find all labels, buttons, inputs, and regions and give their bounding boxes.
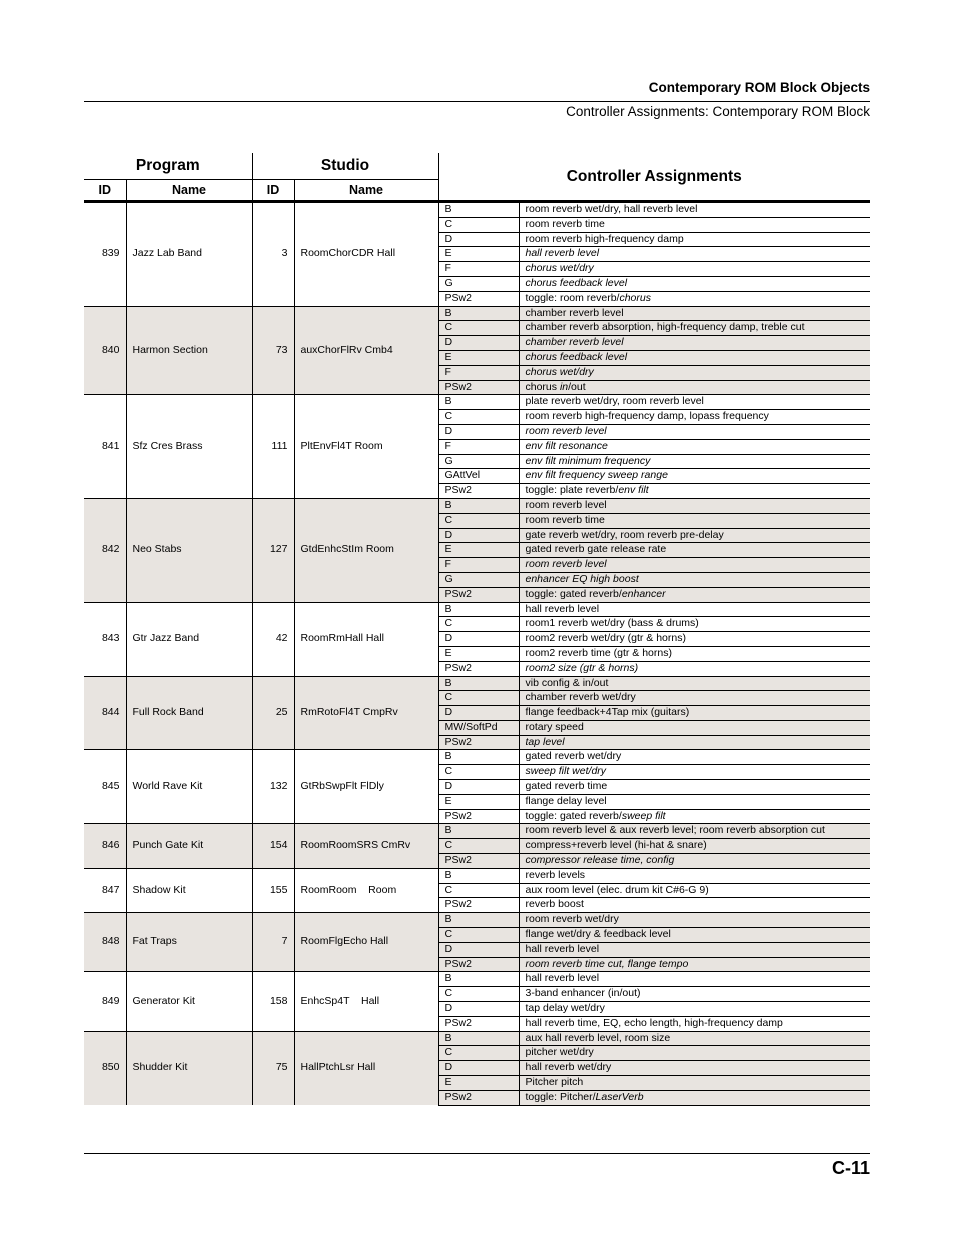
studio-id: 132 (252, 750, 294, 824)
program-id: 840 (84, 306, 126, 395)
controller-name: C (438, 987, 519, 1002)
studio-name: RoomFlgEcho Hall (294, 913, 438, 972)
controller-assignments-header: Controller Assignments (438, 153, 870, 202)
studio-name: auxChorFlRv Cmb4 (294, 306, 438, 395)
table-row (84, 824, 870, 839)
controller-name: F (438, 262, 519, 277)
assignment-description (519, 972, 870, 987)
assignment-description (519, 720, 870, 735)
controller-name: C (438, 617, 519, 632)
assignment-description (519, 706, 870, 721)
assignment-text-segment: in (559, 380, 569, 393)
program-name: Punch Gate Kit (126, 824, 252, 868)
assignment-description (519, 247, 870, 262)
assignment-text-segment: chorus wet/dry (525, 262, 594, 275)
studio-id: 3 (252, 202, 294, 307)
assignment-text-segment: env filt frequency sweep range (525, 469, 668, 482)
assignment-text-segment: room reverb level (525, 498, 607, 511)
assignment-description (519, 987, 870, 1002)
assignment-text-segment: toggle: gated reverb/ (525, 809, 622, 822)
controller-name: D (438, 706, 519, 721)
program-id: 846 (84, 824, 126, 868)
studio-id: 73 (252, 306, 294, 395)
assignment-description (519, 587, 870, 602)
assignment-description (519, 513, 870, 528)
assignment-text-segment: sweep filt wet/dry (525, 765, 607, 778)
studio-header: Studio (252, 153, 438, 180)
studio-name: GtdEnhcStIm Room (294, 498, 438, 602)
controller-name: C (438, 928, 519, 943)
controller-name: B (438, 868, 519, 883)
studio-id: 154 (252, 824, 294, 868)
controller-name: PSw2 (438, 380, 519, 395)
studio-id: 25 (252, 676, 294, 750)
assignment-description (519, 410, 870, 425)
assignment-description (519, 868, 870, 883)
table-row (84, 202, 870, 218)
program-name: Gtr Jazz Band (126, 602, 252, 676)
assignment-text-segment: room reverb time cut, flange tempo (525, 957, 689, 970)
assignment-description (519, 498, 870, 513)
studio-id: 75 (252, 1031, 294, 1105)
studio-name: RoomRoom Room (294, 868, 438, 912)
assignment-text-segment: toggle: Pitcher/ (525, 1090, 596, 1103)
studio-id: 127 (252, 498, 294, 602)
assignment-text-segment: toggle: plate reverb/ (525, 484, 619, 497)
program-name: Harmon Section (126, 306, 252, 395)
controller-name: B (438, 202, 519, 218)
assignment-text-segment: room reverb level (525, 424, 607, 437)
assignment-text-segment: env filt (618, 484, 649, 497)
assignment-description (519, 1076, 870, 1091)
table-row (84, 395, 870, 410)
program-name: Sfz Cres Brass (126, 395, 252, 499)
studio-name: HallPtchLsr Hall (294, 1031, 438, 1105)
table-row (84, 1031, 870, 1046)
program-name: Generator Kit (126, 972, 252, 1031)
controller-name: C (438, 410, 519, 425)
assignment-text-segment: flange feedback+4Tap mix (guitars) (525, 706, 690, 719)
controller-name: PSw2 (438, 1090, 519, 1105)
assignment-description (519, 439, 870, 454)
controller-name: B (438, 824, 519, 839)
assignment-text-segment: reverb boost (525, 898, 584, 911)
assignment-description (519, 883, 870, 898)
assignment-text-segment: hall reverb level (525, 247, 600, 260)
assignment-text-segment: 3-band enhancer (in/out) (525, 987, 641, 1000)
controller-name: PSw2 (438, 661, 519, 676)
controller-name: B (438, 306, 519, 321)
assignment-description (519, 602, 870, 617)
assignment-description (519, 306, 870, 321)
assignment-description (519, 646, 870, 661)
program-name: Shadow Kit (126, 868, 252, 912)
table-row (84, 306, 870, 321)
assignment-text-segment: pitcher wet/dry (525, 1046, 594, 1059)
controller-name: PSw2 (438, 854, 519, 869)
assignment-description (519, 780, 870, 795)
assignment-text-segment: room1 reverb wet/dry (bass & drums) (525, 617, 699, 630)
program-id: 841 (84, 395, 126, 499)
controller-name: G (438, 276, 519, 291)
controller-name: E (438, 1076, 519, 1091)
assignment-description (519, 632, 870, 647)
assignment-description (519, 232, 870, 247)
assignment-text-segment: plate reverb wet/dry, room reverb level (525, 395, 704, 408)
program-id: 849 (84, 972, 126, 1031)
controller-name: D (438, 1061, 519, 1076)
controller-name: B (438, 750, 519, 765)
controller-name: G (438, 572, 519, 587)
program-id: 848 (84, 913, 126, 972)
assignment-text-segment: env filt resonance (525, 439, 608, 452)
program-name: Fat Traps (126, 913, 252, 972)
controller-name: B (438, 602, 519, 617)
program-name: Jazz Lab Band (126, 202, 252, 307)
studio-name: GtRbSwpFlt FlDly (294, 750, 438, 824)
assignment-text-segment: chorus (619, 291, 651, 304)
controller-name: F (438, 439, 519, 454)
assignment-description (519, 380, 870, 395)
assignment-description (519, 484, 870, 499)
controller-name: B (438, 972, 519, 987)
section-title: Contemporary ROM Block Objects (648, 80, 870, 95)
assignment-description (519, 276, 870, 291)
assignment-text-segment: aux room level (elec. drum kit C#6-G 9) (525, 883, 709, 896)
assignment-text-segment: aux hall reverb level, room size (525, 1031, 671, 1044)
program-id: 844 (84, 676, 126, 750)
controller-assignments-table (84, 153, 870, 1106)
assignment-description (519, 1002, 870, 1017)
program-name: World Rave Kit (126, 750, 252, 824)
assignment-text-segment: toggle: room reverb/ (525, 291, 620, 304)
controller-name: C (438, 217, 519, 232)
assignment-text-segment: gated reverb gate release rate (525, 543, 667, 556)
controller-name: B (438, 676, 519, 691)
assignment-description (519, 1046, 870, 1061)
controller-name: C (438, 321, 519, 336)
assignment-description (519, 913, 870, 928)
controller-name: PSw2 (438, 735, 519, 750)
program-id: 843 (84, 602, 126, 676)
assignment-text-segment: gated reverb wet/dry (525, 750, 622, 763)
program-id: 839 (84, 202, 126, 307)
assignment-description (519, 898, 870, 913)
assignment-text-segment: LaserVerb (595, 1090, 644, 1103)
assignment-text-segment: room reverb level (525, 558, 607, 571)
assignment-description (519, 424, 870, 439)
program-id-header: ID (84, 180, 126, 202)
studio-id: 7 (252, 913, 294, 972)
controller-name: PSw2 (438, 484, 519, 499)
controller-name: PSw2 (438, 809, 519, 824)
assignment-description (519, 321, 870, 336)
controller-name: E (438, 646, 519, 661)
controller-name: PSw2 (438, 1016, 519, 1031)
assignment-text-segment: enhancer (621, 587, 666, 600)
assignment-description (519, 395, 870, 410)
assignment-text-segment: room reverb level & aux reverb level; room reverb absorption cut (525, 824, 825, 837)
table-row (84, 676, 870, 691)
table-row (84, 602, 870, 617)
assignment-text-segment: gated reverb time (525, 780, 608, 793)
studio-name: RoomRmHall Hall (294, 602, 438, 676)
assignment-text-segment: enhancer EQ high boost (525, 572, 639, 585)
controller-name: D (438, 632, 519, 647)
studio-id: 158 (252, 972, 294, 1031)
assignment-text-segment: sweep filt (621, 809, 666, 822)
assignment-description (519, 750, 870, 765)
studio-name: RmRotoFl4T CmpRv (294, 676, 438, 750)
assignment-text-segment: chorus wet/dry (525, 365, 594, 378)
page-number: C-11 (831, 1158, 870, 1178)
assignment-description (519, 528, 870, 543)
controller-name: PSw2 (438, 587, 519, 602)
assignment-description (519, 942, 870, 957)
assignment-text-segment: tap delay wet/dry (525, 1002, 605, 1015)
assignment-text-segment: hall reverb wet/dry (525, 1061, 612, 1074)
assignment-description (519, 1061, 870, 1076)
assignment-text-segment: chorus (525, 380, 560, 393)
controller-name: F (438, 365, 519, 380)
controller-name: C (438, 1046, 519, 1061)
controller-name: D (438, 232, 519, 247)
program-id: 845 (84, 750, 126, 824)
program-name: Full Rock Band (126, 676, 252, 750)
program-id: 847 (84, 868, 126, 912)
assignment-text-segment: vib config & in/out (525, 676, 609, 689)
studio-id: 111 (252, 395, 294, 499)
studio-name: PltEnvFl4T Room (294, 395, 438, 499)
assignment-description (519, 854, 870, 869)
assignment-text-segment: chorus feedback level (525, 350, 628, 363)
assignment-text-segment: tap level (525, 735, 565, 748)
assignment-description (519, 839, 870, 854)
assignment-text-segment: compress+reverb level (hi-hat & snare) (525, 839, 707, 852)
controller-name: D (438, 336, 519, 351)
assignment-description (519, 1090, 870, 1105)
assignment-description (519, 676, 870, 691)
section-subtitle: Controller Assignments: Contemporary ROM Block (566, 104, 870, 119)
assignment-text-segment: Pitcher pitch (525, 1076, 584, 1089)
assignment-text-segment: rotary speed (525, 720, 584, 733)
assignment-description (519, 661, 870, 676)
controller-name: E (438, 247, 519, 262)
controller-name: D (438, 528, 519, 543)
assignment-description (519, 794, 870, 809)
header-divider (84, 101, 870, 102)
assignment-description (519, 735, 870, 750)
assignment-description (519, 572, 870, 587)
studio-name: RoomChorCDR Hall (294, 202, 438, 307)
assignment-description (519, 543, 870, 558)
studio-name: RoomRoomSRS CmRv (294, 824, 438, 868)
table-row (84, 498, 870, 513)
assignment-description (519, 928, 870, 943)
table-row (84, 750, 870, 765)
controller-name: G (438, 454, 519, 469)
controller-name: GAttVel (438, 469, 519, 484)
assignment-text-segment: flange wet/dry & feedback level (525, 928, 671, 941)
assignment-description (519, 765, 870, 780)
table-body (84, 202, 870, 1106)
controller-name: D (438, 780, 519, 795)
assignment-text-segment: room2 reverb time (gtr & horns) (525, 646, 672, 659)
assignment-description (519, 558, 870, 573)
controller-name: C (438, 691, 519, 706)
assignment-text-segment: hall reverb level (525, 602, 600, 615)
assignment-description (519, 1016, 870, 1031)
assignment-description (519, 691, 870, 706)
assignment-text-segment: chamber reverb absorption, high-frequency damp, treble cut (525, 321, 805, 334)
assignment-text-segment: compressor release time, config (525, 854, 675, 867)
assignment-text-segment: chamber reverb wet/dry (525, 691, 636, 704)
table-row (84, 972, 870, 987)
controller-name: B (438, 1031, 519, 1046)
controller-name: E (438, 350, 519, 365)
assignment-description (519, 617, 870, 632)
assignment-text-segment: room reverb time (525, 513, 605, 526)
assignment-text-segment: room reverb wet/dry, hall reverb level (525, 203, 698, 215)
assignment-description (519, 809, 870, 824)
assignment-description (519, 469, 870, 484)
assignment-description (519, 1031, 870, 1046)
program-id: 850 (84, 1031, 126, 1105)
controller-name: D (438, 1002, 519, 1017)
studio-name-header: Name (294, 180, 438, 202)
assignment-text-segment: hall reverb level (525, 972, 600, 985)
controller-name: MW/SoftPd (438, 720, 519, 735)
assignment-text-segment: room reverb time (525, 217, 605, 230)
assignment-description (519, 291, 870, 306)
studio-id: 42 (252, 602, 294, 676)
controller-name: C (438, 765, 519, 780)
controller-name: PSw2 (438, 898, 519, 913)
program-id: 842 (84, 498, 126, 602)
assignment-text-segment: room2 size (gtr & horns) (525, 661, 639, 674)
assignment-description (519, 217, 870, 232)
assignment-description (519, 350, 870, 365)
assignment-text-segment: hall reverb time, EQ, echo length, high-frequency damp (525, 1016, 783, 1029)
assignment-description (519, 202, 870, 218)
table-row (84, 913, 870, 928)
assignment-description (519, 262, 870, 277)
assignment-text-segment: flange delay level (525, 794, 607, 807)
assignment-text-segment: chorus feedback level (525, 276, 628, 289)
table-row (84, 868, 870, 883)
controller-name: PSw2 (438, 291, 519, 306)
assignment-description (519, 336, 870, 351)
assignment-text-segment: env filt minimum frequency (525, 454, 651, 467)
assignment-description (519, 454, 870, 469)
assignment-text-segment: room reverb high-frequency damp (525, 232, 684, 245)
program-header: Program (135, 157, 200, 174)
studio-id: 155 (252, 868, 294, 912)
controller-name: C (438, 839, 519, 854)
assignment-text-segment: gate reverb wet/dry, room reverb pre-delay (525, 528, 724, 541)
assignment-text-segment: room2 reverb wet/dry (gtr & horns) (525, 632, 686, 645)
controller-name: D (438, 424, 519, 439)
assignment-text-segment: /out (568, 380, 586, 393)
assignment-text-segment: room reverb high-frequency damp, lopass frequency (525, 410, 769, 423)
controller-name: E (438, 794, 519, 809)
studio-id-header: ID (252, 180, 294, 202)
assignment-text-segment: room reverb wet/dry (525, 913, 619, 926)
assignment-text-segment: reverb levels (525, 868, 586, 881)
assignment-description (519, 365, 870, 380)
assignment-text-segment: chamber reverb level (525, 306, 624, 319)
controller-name: B (438, 395, 519, 410)
controller-name: D (438, 942, 519, 957)
assignment-description (519, 957, 870, 972)
assignment-text-segment: chamber reverb level (525, 336, 624, 349)
studio-name: EnhcSp4T Hall (294, 972, 438, 1031)
assignment-description (519, 824, 870, 839)
controller-name: PSw2 (438, 957, 519, 972)
assignment-text-segment: hall reverb level (525, 942, 600, 955)
footer-divider (84, 1153, 870, 1154)
assignment-text-segment: toggle: gated reverb/ (525, 587, 622, 600)
controller-name: F (438, 558, 519, 573)
program-name: Shudder Kit (126, 1031, 252, 1105)
program-name: Neo Stabs (126, 498, 252, 602)
controller-name: E (438, 543, 519, 558)
controller-name: C (438, 513, 519, 528)
controller-name: C (438, 883, 519, 898)
program-name-header: Name (126, 180, 252, 202)
controller-name: B (438, 498, 519, 513)
controller-name: B (438, 913, 519, 928)
